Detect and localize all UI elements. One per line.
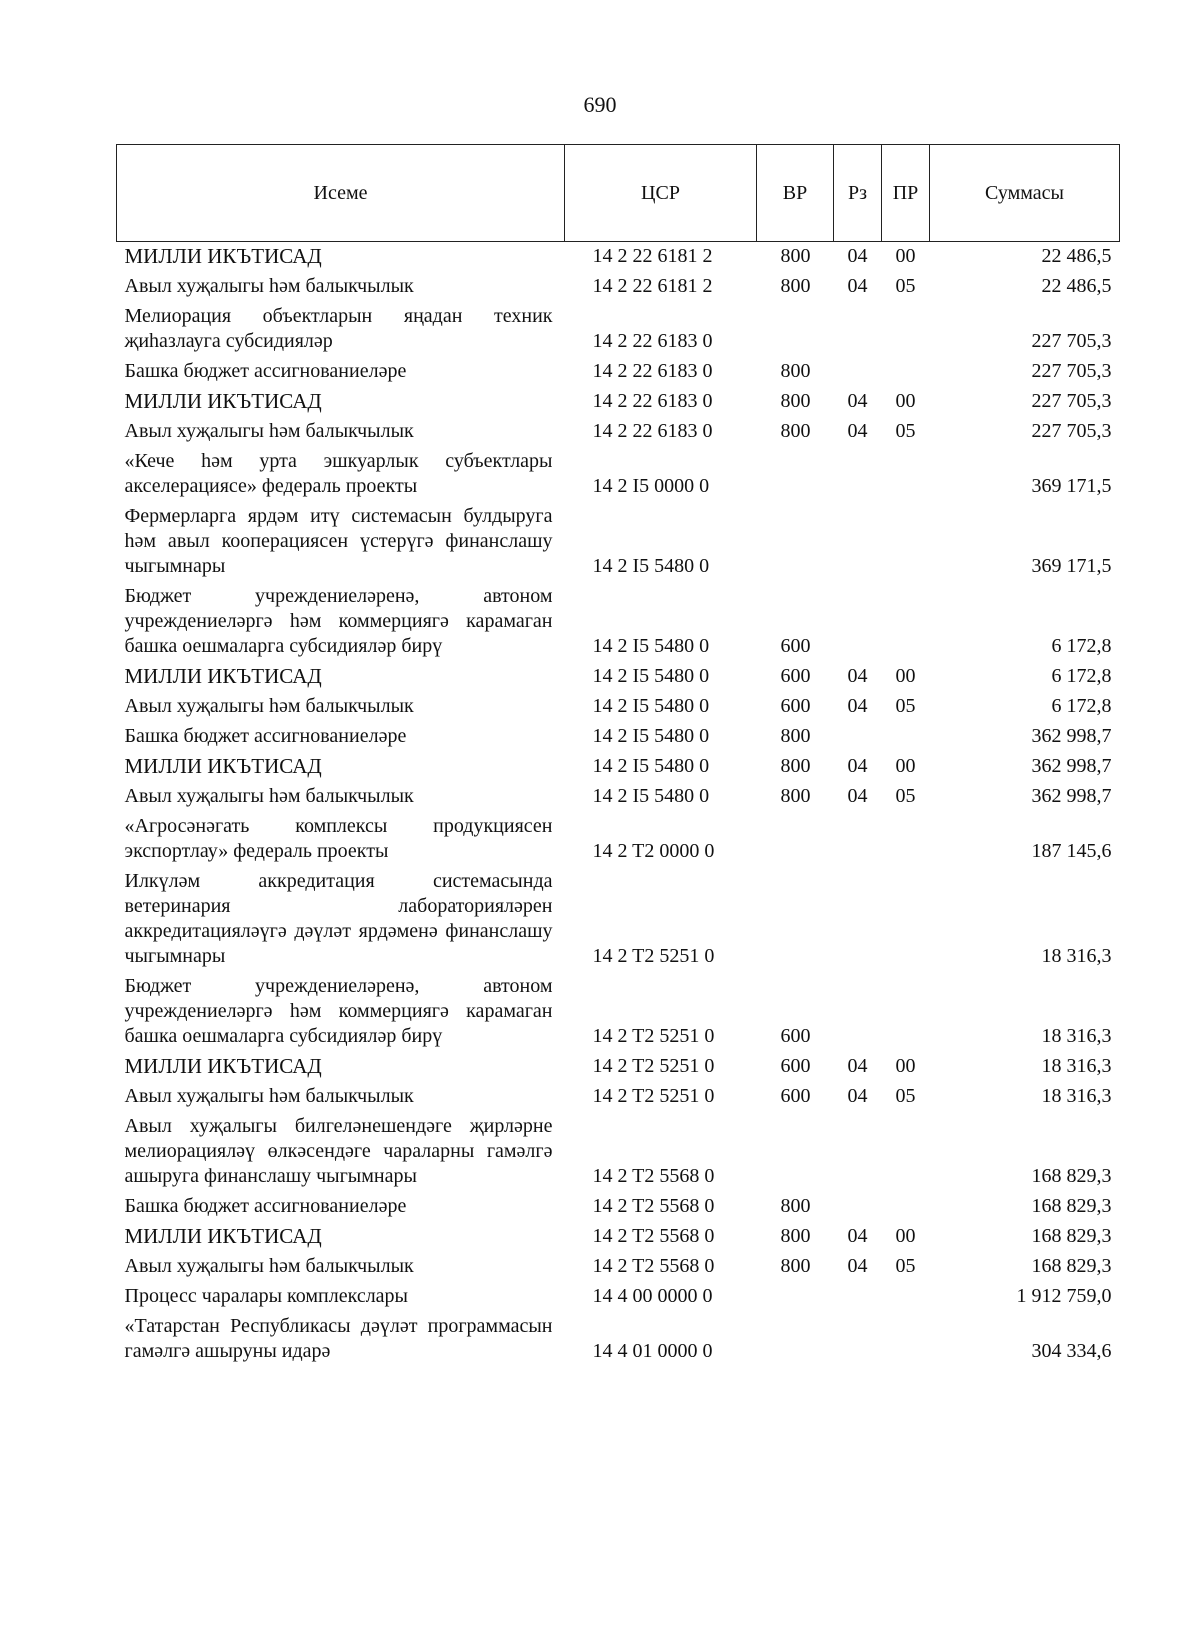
- header-name: Исеме: [117, 145, 565, 242]
- row-rz: 04: [847, 275, 868, 297]
- row-name: МИЛЛИ ИКЪТИСАД: [124, 389, 322, 413]
- row-pr: 05: [895, 420, 916, 442]
- row-sum: 18 316,3: [1041, 1055, 1112, 1077]
- row-name: «Кече һәм урта эшкуарлык субъектлары акселерациясе» федераль проекты: [124, 450, 553, 497]
- budget-table: [116, 144, 1120, 1367]
- row-rz: 04: [847, 665, 868, 687]
- table-row: [117, 1282, 1120, 1312]
- row-vr: [757, 1312, 834, 1367]
- row-name: Башка бюджет ассигнованиеләре: [124, 725, 407, 747]
- table-row: [117, 582, 1120, 662]
- row-pr: [882, 357, 930, 387]
- row-sum: 168 829,3: [1031, 1165, 1112, 1187]
- row-sum: 6 172,8: [1051, 635, 1112, 657]
- table-row: [117, 692, 1120, 722]
- row-pr: 05: [895, 785, 916, 807]
- table-row: [117, 1312, 1120, 1367]
- row-name: МИЛЛИ ИКЪТИСАД: [124, 1224, 322, 1248]
- row-pr: [882, 867, 930, 972]
- header-csr: ЦСР: [565, 145, 757, 242]
- table-row: [117, 782, 1120, 812]
- row-rz: 04: [847, 695, 868, 717]
- row-sum: 168 829,3: [1031, 1225, 1112, 1247]
- row-csr: 14 2 22 6183 0: [592, 330, 713, 352]
- table-row: [117, 972, 1120, 1052]
- page-number: 690: [583, 92, 617, 117]
- row-pr: 05: [895, 1085, 916, 1107]
- row-vr: 600: [780, 1085, 811, 1107]
- row-csr: 14 2 22 6183 0: [592, 420, 713, 442]
- row-sum: 18 316,3: [1041, 1085, 1112, 1107]
- table-row: [117, 502, 1120, 582]
- row-name: Илкүләм аккредитация системасында ветеринария лабораторияләрен аккредитацияләүгә дәүләт ярдәменә финанслашу чыгымнары: [124, 870, 553, 967]
- table-row: [117, 357, 1120, 387]
- row-sum: 362 998,7: [1031, 785, 1112, 807]
- row-pr: [882, 582, 930, 662]
- row-rz: [834, 582, 882, 662]
- row-name: «Татарстан Республикасы дәүләт программасын гамәлгә ашыруны идарә: [124, 1315, 553, 1362]
- row-sum: 22 486,5: [1041, 275, 1112, 297]
- row-csr: 14 2 I5 0000 0: [592, 475, 710, 497]
- row-name: Авыл хуҗалыгы һәм балыкчылык: [124, 275, 414, 297]
- table-row: [117, 1112, 1120, 1192]
- header-vr: ВР: [757, 145, 834, 242]
- row-name: Авыл хуҗалыгы һәм балыкчылык: [124, 420, 414, 442]
- table-row: [117, 1192, 1120, 1222]
- row-sum: 362 998,7: [1031, 755, 1112, 777]
- row-name: Авыл хуҗалыгы һәм балыкчылык: [124, 695, 414, 717]
- table-row: [117, 1052, 1120, 1082]
- row-rz: [834, 502, 882, 582]
- row-csr: 14 2 T2 5251 0: [592, 1055, 715, 1077]
- row-rz: [834, 302, 882, 357]
- row-rz: [834, 722, 882, 752]
- row-vr: 800: [780, 1255, 811, 1277]
- row-vr: 800: [780, 245, 811, 267]
- header-pr: ПР: [882, 145, 930, 242]
- row-pr: 00: [895, 665, 916, 687]
- row-name: МИЛЛИ ИКЪТИСАД: [124, 754, 322, 778]
- row-pr: 00: [895, 755, 916, 777]
- row-name: Процесс чаралары комплекслары: [124, 1285, 408, 1307]
- table-body: [117, 242, 1120, 1368]
- row-sum: 168 829,3: [1031, 1255, 1112, 1277]
- table-row: [117, 417, 1120, 447]
- row-pr: 05: [895, 275, 916, 297]
- row-pr: 05: [895, 695, 916, 717]
- row-pr: [882, 1312, 930, 1367]
- row-pr: 00: [895, 1225, 916, 1247]
- row-sum: 1 912 759,0: [1016, 1285, 1112, 1307]
- row-rz: [834, 357, 882, 387]
- row-sum: 227 705,3: [1031, 420, 1112, 442]
- row-rz: 04: [847, 245, 868, 267]
- table-header: [117, 145, 1120, 242]
- row-vr: 600: [780, 1025, 811, 1047]
- row-csr: 14 2 22 6183 0: [592, 390, 713, 412]
- table-row: [117, 752, 1120, 782]
- row-name: Мелиорация объектларын яңадан техник җиһазлауга субсидияләр: [124, 305, 553, 352]
- table-row: [117, 1222, 1120, 1252]
- row-sum: 6 172,8: [1051, 665, 1112, 687]
- row-vr: [757, 1112, 834, 1192]
- row-vr: 800: [780, 1225, 811, 1247]
- row-name: МИЛЛИ ИКЪТИСАД: [124, 244, 322, 268]
- row-name: Авыл хуҗалыгы һәм балыкчылык: [124, 785, 414, 807]
- row-sum: 369 171,5: [1031, 475, 1112, 497]
- row-pr: 00: [895, 390, 916, 412]
- row-vr: 800: [780, 390, 811, 412]
- row-vr: 800: [780, 725, 811, 747]
- row-name: Авыл хуҗалыгы һәм балыкчылык: [124, 1255, 414, 1277]
- row-rz: 04: [847, 1255, 868, 1277]
- row-csr: 14 2 T2 5251 0: [592, 1025, 715, 1047]
- table-row: [117, 447, 1120, 502]
- row-sum: 6 172,8: [1051, 695, 1112, 717]
- row-sum: 227 705,3: [1031, 390, 1112, 412]
- row-rz: [834, 447, 882, 502]
- row-csr: 14 4 00 0000 0: [592, 1285, 713, 1307]
- row-sum: 227 705,3: [1031, 360, 1112, 382]
- row-rz: [834, 1112, 882, 1192]
- row-vr: 800: [780, 785, 811, 807]
- row-pr: [882, 722, 930, 752]
- row-vr: 800: [780, 360, 811, 382]
- table-row: [117, 1082, 1120, 1112]
- row-name: Башка бюджет ассигнованиеләре: [124, 360, 407, 382]
- row-sum: 18 316,3: [1041, 945, 1112, 967]
- row-rz: 04: [847, 785, 868, 807]
- row-rz: [834, 1312, 882, 1367]
- table-row: [117, 272, 1120, 302]
- row-vr: 800: [780, 420, 811, 442]
- row-csr: 14 2 I5 5480 0: [592, 635, 710, 657]
- row-vr: 600: [780, 1055, 811, 1077]
- row-pr: [882, 1112, 930, 1192]
- row-rz: 04: [847, 420, 868, 442]
- row-csr: 14 2 22 6181 2: [592, 275, 713, 297]
- row-pr: [882, 812, 930, 867]
- row-name: Бюджет учреждениеләренә, автоном учреждениеләргә һәм коммерциягә карамаган башка оешмаларга субсидияләр бирү: [124, 585, 553, 657]
- row-rz: [834, 972, 882, 1052]
- table-row: [117, 242, 1120, 273]
- row-csr: 14 2 T2 5251 0: [592, 1085, 715, 1107]
- row-pr: 00: [895, 1055, 916, 1077]
- row-rz: [834, 867, 882, 972]
- row-csr: 14 2 T2 5568 0: [592, 1165, 715, 1187]
- row-name: Авыл хуҗалыгы билгеләнешендәге җирләрне мелиорацияләү өлкәсендәге чараларны гамәлгә ашыруга финанслашу чыгымнары: [124, 1115, 553, 1187]
- row-pr: [882, 502, 930, 582]
- row-csr: 14 2 I5 5480 0: [592, 755, 710, 777]
- row-vr: 600: [780, 665, 811, 687]
- row-vr: [757, 812, 834, 867]
- row-pr: [882, 447, 930, 502]
- row-vr: [757, 502, 834, 582]
- row-rz: 04: [847, 755, 868, 777]
- header-rz: Рз: [834, 145, 882, 242]
- row-vr: [757, 302, 834, 357]
- row-csr: 14 2 T2 5568 0: [592, 1225, 715, 1247]
- row-vr: 800: [780, 755, 811, 777]
- row-sum: 369 171,5: [1031, 555, 1112, 577]
- row-name: МИЛЛИ ИКЪТИСАД: [124, 664, 322, 688]
- row-csr: 14 2 22 6181 2: [592, 245, 713, 267]
- row-name: Башка бюджет ассигнованиеләре: [124, 1195, 407, 1217]
- row-sum: 187 145,6: [1031, 840, 1112, 862]
- row-rz: [834, 812, 882, 867]
- row-csr: 14 2 22 6183 0: [592, 360, 713, 382]
- row-vr: [757, 1282, 834, 1312]
- row-csr: 14 2 I5 5480 0: [592, 695, 710, 717]
- row-sum: 362 998,7: [1031, 725, 1112, 747]
- row-sum: 227 705,3: [1031, 330, 1112, 352]
- row-sum: 168 829,3: [1031, 1195, 1112, 1217]
- table-row: [117, 302, 1120, 357]
- row-csr: 14 2 T2 0000 0: [592, 840, 715, 862]
- row-vr: 600: [780, 635, 811, 657]
- header-sum: Суммасы: [930, 145, 1120, 242]
- row-csr: 14 2 I5 5480 0: [592, 555, 710, 577]
- row-pr: [882, 972, 930, 1052]
- row-pr: [882, 1192, 930, 1222]
- row-rz: [834, 1192, 882, 1222]
- row-rz: 04: [847, 1085, 868, 1107]
- row-name: «Агросәнәгать комплексы продукциясен экспортлау» федераль проекты: [124, 815, 553, 862]
- row-csr: 14 2 T2 5568 0: [592, 1195, 715, 1217]
- row-csr: 14 2 I5 5480 0: [592, 725, 710, 747]
- row-vr: 800: [780, 1195, 811, 1217]
- table-row: [117, 812, 1120, 867]
- row-rz: 04: [847, 1225, 868, 1247]
- row-vr: [757, 867, 834, 972]
- row-sum: 304 334,6: [1031, 1340, 1112, 1362]
- row-pr: 05: [895, 1255, 916, 1277]
- row-csr: 14 2 I5 5480 0: [592, 665, 710, 687]
- row-rz: 04: [847, 1055, 868, 1077]
- table-row: [117, 1252, 1120, 1282]
- row-sum: 18 316,3: [1041, 1025, 1112, 1047]
- row-vr: 600: [780, 695, 811, 717]
- row-name: Бюджет учреждениеләренә, автоном учреждениеләргә һәм коммерциягә карамаган башка оешмаларга субсидияләр бирү: [124, 975, 553, 1047]
- row-sum: 22 486,5: [1041, 245, 1112, 267]
- row-csr: 14 2 T2 5251 0: [592, 945, 715, 967]
- row-name: Авыл хуҗалыгы һәм балыкчылык: [124, 1085, 414, 1107]
- row-pr: [882, 302, 930, 357]
- row-name: Фермерларга ярдәм итү системасын булдыруга һәм авыл кооперациясен үстерүгә финанслашу чыгымнары: [124, 505, 553, 577]
- row-csr: 14 2 I5 5480 0: [592, 785, 710, 807]
- row-csr: 14 2 T2 5568 0: [592, 1255, 715, 1277]
- row-rz: [834, 1282, 882, 1312]
- row-name: МИЛЛИ ИКЪТИСАД: [124, 1054, 322, 1078]
- row-vr: [757, 447, 834, 502]
- row-pr: 00: [895, 245, 916, 267]
- row-rz: 04: [847, 390, 868, 412]
- table-row: [117, 387, 1120, 417]
- row-vr: 800: [780, 275, 811, 297]
- table-row: [117, 722, 1120, 752]
- row-csr: 14 4 01 0000 0: [592, 1340, 713, 1362]
- table-row: [117, 867, 1120, 972]
- row-pr: [882, 1282, 930, 1312]
- table-row: [117, 662, 1120, 692]
